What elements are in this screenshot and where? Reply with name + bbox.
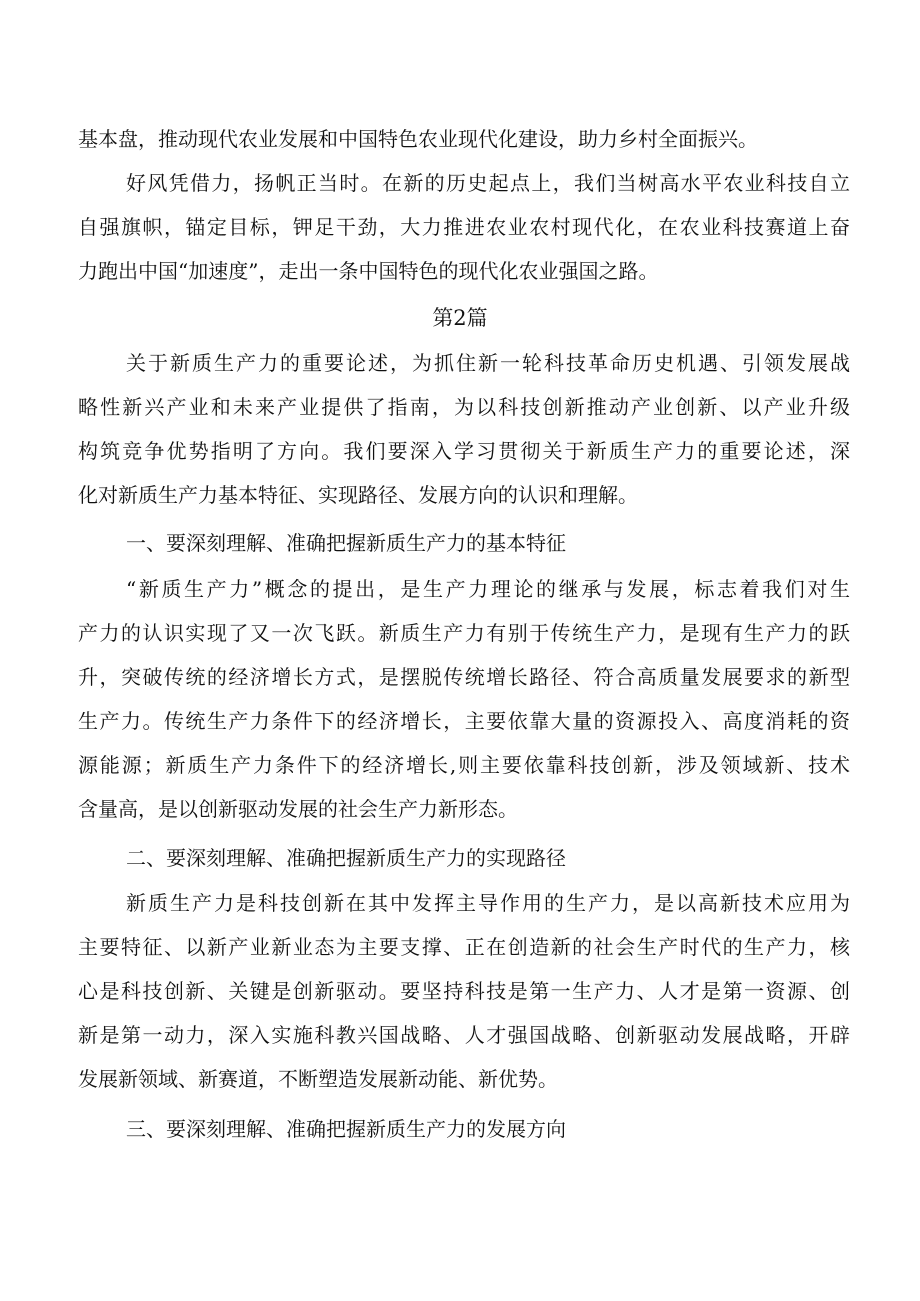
section-heading: 一、要深刻理解、准确把握新质生产力的基本特征 xyxy=(126,531,566,555)
paragraph-line: 升，突破传统的经济增长方式，是摆脱传统增长路径、符合高质量发展要求的新型 xyxy=(78,665,850,689)
paragraph-line: 化对新质生产力基本特征、实现路径、发展方向的认识和理解。 xyxy=(78,483,638,507)
paragraph-line: 含量高，是以创新驱动发展的社会生产力新形态。 xyxy=(78,797,518,821)
section-heading: 三、要深刻理解、准确把握新质生产力的发展方向 xyxy=(126,1117,566,1141)
paragraph-line: 自强旗帜，锚定目标，钾足干劲，大力推进农业农村现代化，在农业科技赛道上奋 xyxy=(78,215,850,239)
paragraph-line: 构筑竞争优势指明了方向。我们要深入学习贯彻关于新质生产力的重要论述，深 xyxy=(78,439,850,463)
paragraph-line: 源能源；新质生产力条件下的经济增长,则主要依靠科技创新，涉及领域新、技术 xyxy=(78,753,850,777)
paragraph-line: 好风凭借力，扬帆正当时。在新的历史起点上，我们当树高水平农业科技自立 xyxy=(126,171,850,195)
paragraph-line: 基本盘，推动现代农业发展和中国特色农业现代化建设，助力乡村全面振兴。 xyxy=(78,127,758,151)
paragraph-line: 发展新领域、新赛道，不断塑造发展新动能、新优势。 xyxy=(78,1067,558,1091)
paragraph-line: 新是第一动力，深入实施科教兴国战略、人才强国战略、创新驱动发展战略，开辟 xyxy=(78,1023,850,1047)
paragraph-line: 心是科技创新、关键是创新驱动。要坚持科技是第一生产力、人才是第一资源、创 xyxy=(78,979,850,1003)
paragraph-line: 产力的认识实现了又一次飞跃。新质生产力有别于传统生产力，是现有生产力的跃 xyxy=(78,621,850,645)
section-title: 第2篇 xyxy=(432,306,488,330)
paragraph-line: 主要特征、以新产业新业态为主要支撑、正在创造新的社会生产时代的生产力，核 xyxy=(78,935,850,959)
paragraph-line: 关于新质生产力的重要论述，为抓住新一轮科技革命历史机遇、引领发展战 xyxy=(126,351,850,375)
paragraph-line: 新质生产力是科技创新在其中发挥主导作用的生产力，是以高新技术应用为 xyxy=(126,891,850,915)
paragraph-line: 略性新兴产业和未来产业提供了指南，为以科技创新推动产业创新、以产业升级 xyxy=(78,395,850,419)
section-heading: 二、要深刻理解、准确把握新质生产力的实现路径 xyxy=(126,846,566,870)
paragraph-line: 力跑出中国“加速度”，走出一条中国特色的现代化农业强国之路。 xyxy=(78,259,659,283)
paragraph-line: 生产力。传统生产力条件下的经济增长，主要依靠大量的资源投入、高度消耗的资 xyxy=(78,709,850,733)
paragraph-line: “新质生产力”概念的提出，是生产力理论的继承与发展，标志着我们对生 xyxy=(126,577,850,601)
